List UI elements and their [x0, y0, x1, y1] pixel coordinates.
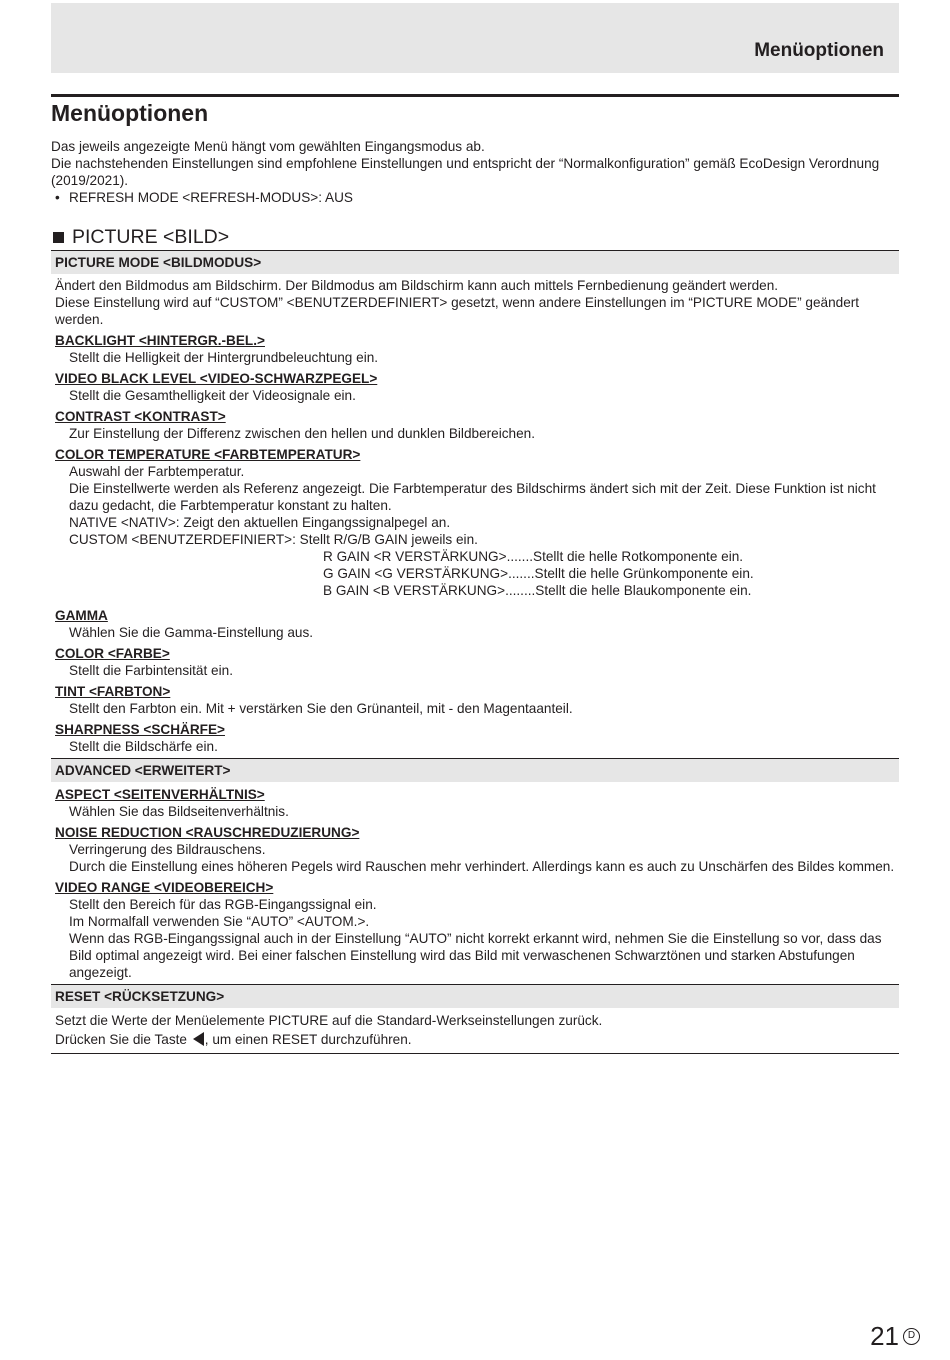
gain-dots: .......: [508, 566, 535, 581]
header-title: Menüoptionen: [754, 40, 884, 61]
left-arrow-icon: [193, 1032, 204, 1046]
item-title: COLOR TEMPERATURE <FARBTEMPERATUR>: [55, 447, 361, 462]
item-line: Stellt die Gesamthelligkeit der Videosignale ein.: [69, 388, 356, 403]
item-line: Stellt die Bildschärfe ein.: [69, 739, 218, 754]
desc-line: Ändert den Bildmodus am Bildschirm. Der Bildmodus am Bildschirm kann auch mittels Fernbedienung geändert werden.: [55, 278, 779, 293]
item-title: ASPECT <SEITENVERHÄLTNIS>: [55, 787, 265, 802]
gain-desc: Stellt die helle Rotkomponente ein.: [533, 549, 744, 564]
item-sharpness: [51, 721, 899, 755]
gain-dots: .......: [506, 549, 533, 564]
picture-mode-desc: [51, 277, 899, 328]
gain-row-r: [323, 548, 899, 565]
item-line: Stellt den Farbton ein. Mit + verstärken Sie den Grünanteil, mit - den Magentaanteil.: [69, 701, 573, 716]
gain-label: R GAIN <R VERSTÄRKUNG>: [323, 549, 507, 564]
item-noise-reduction: [51, 824, 899, 875]
desc-line: Diese Einstellung wird auf “CUSTOM” <BENUTZERDEFINIERT> gesetzt, wenn andere Einstellungen im “PICTURE MODE” geändert werden.: [55, 295, 860, 327]
item-title: VIDEO BLACK LEVEL <VIDEO-SCHWARZPEGEL>: [55, 371, 378, 386]
item-color-temperature: [51, 446, 899, 599]
item-gamma: [51, 607, 899, 641]
bullet-dot-icon: •: [55, 190, 60, 205]
gain-label: G GAIN <G VERSTÄRKUNG>: [323, 566, 509, 581]
square-bullet-icon: [53, 232, 64, 243]
bar-picture-mode: PICTURE MODE <BILDMODUS>: [51, 250, 899, 274]
item-line: Stellt den Bereich für das RGB-Eingangssignal ein.: [69, 897, 377, 912]
bar-reset: RESET <RÜCKSETZUNG>: [51, 984, 899, 1008]
item-title: COLOR <FARBE>: [55, 646, 170, 661]
section-title-text: PICTURE <BILD>: [72, 226, 230, 248]
item-title: GAMMA: [55, 608, 108, 623]
item-line: Auswahl der Farbtemperatur.: [69, 464, 245, 479]
item-contrast: [51, 408, 899, 442]
item-line: Wählen Sie das Bildseitenverhältnis.: [69, 804, 289, 819]
gain-desc: Stellt die helle Blaukomponente ein.: [535, 583, 752, 598]
item-color: [51, 645, 899, 679]
item-aspect: [51, 786, 899, 820]
item-tint: [51, 683, 899, 717]
main-content: [51, 94, 899, 1054]
gain-row-g: [323, 565, 899, 582]
gain-row-b: [323, 582, 899, 599]
item-line: Im Normalfall verwenden Sie “AUTO” <AUTOM.>.: [69, 914, 370, 929]
item-line: NATIVE <NATIV>: Zeigt den aktuellen Eingangssignalpegel an.: [69, 515, 451, 530]
item-line: Zur Einstellung der Differenz zwischen den hellen und dunklen Bildbereichen.: [69, 426, 535, 441]
item-title: VIDEO RANGE <VIDEOBEREICH>: [55, 880, 274, 895]
item-line: Durch die Einstellung eines höheren Pegels wird Rauschen mehr verhindert. Allerdings kann es auch zu Unschärfen des Bildes kommen.: [69, 859, 895, 874]
item-line: Stellt die Helligkeit der Hintergrundbeleuchtung ein.: [69, 350, 379, 365]
gain-desc: Stellt die helle Grünkomponente ein.: [534, 566, 754, 581]
page-header: [51, 3, 899, 73]
bar-advanced: ADVANCED <ERWEITERT>: [51, 758, 899, 782]
item-line: Wählen Sie die Gamma-Einstellung aus.: [69, 625, 314, 640]
item-line: Wenn das RGB-Eingangssignal auch in der Einstellung “AUTO” nicht korrekt erkannt wird, nehmen Sie die Einstellung so vor, dass das Bild optimal angezeigt wird. Bei einer falschen Einstellung wird das Bild mit verwaschenen Schwarztönen und starken Abstufungen angezeigt.: [69, 931, 882, 980]
item-line: Verringerung des Bildrauschens.: [69, 842, 266, 857]
gain-label: B GAIN <B VERSTÄRKUNG>: [323, 583, 506, 598]
page-footer: [870, 1321, 920, 1351]
item-video-range: [51, 879, 899, 981]
reset-line: Setzt die Werte der Menüelemente PICTURE auf die Standard-Werkseinstellungen zurück.: [55, 1013, 603, 1028]
item-video-black-level: [51, 370, 899, 404]
section-title-picture: [51, 225, 899, 250]
intro-line: Die nachstehenden Einstellungen sind empfohlene Einstellungen und entspricht der “Normalkonfiguration” gemäß EcoDesign Verordnung (2019/2021).: [51, 156, 880, 188]
language-badge: D: [903, 1328, 920, 1345]
intro-line: Das jeweils angezeigte Menü hängt vom gewählten Eingangsmodus ab.: [51, 139, 485, 154]
intro: [51, 138, 899, 206]
item-line: Die Einstellwerte werden als Referenz angezeigt. Die Farbtemperatur des Bildschirms ändert sich mit der Zeit. Diese Funktion ist nicht dazu gedacht, die Farbtemperatur konstant zu halten.: [69, 481, 876, 513]
reset-desc: [51, 1012, 899, 1048]
bullet-item: [51, 189, 899, 206]
item-line: CUSTOM <BENUTZERDEFINIERT>: Stellt R/G/B GAIN jeweils ein.: [69, 532, 478, 547]
reset-line-before: Drücken Sie die Taste: [55, 1032, 187, 1047]
gain-dots: ........: [505, 583, 536, 598]
item-title: BACKLIGHT <HINTERGR.-BEL.>: [55, 333, 265, 348]
gain-list: [323, 548, 899, 599]
item-line: Stellt die Farbintensität ein.: [69, 663, 233, 678]
bullet-text: REFRESH MODE <REFRESH-MODUS>: AUS: [69, 190, 354, 205]
page-number: 21: [870, 1321, 899, 1351]
reset-line-after: , um einen RESET durchzuführen.: [204, 1032, 412, 1047]
item-title: SHARPNESS <SCHÄRFE>: [55, 722, 225, 737]
item-title: NOISE REDUCTION <RAUSCHREDUZIERUNG>: [55, 825, 360, 840]
reset-line-2: [55, 1031, 899, 1048]
item-title: CONTRAST <KONTRAST>: [55, 409, 226, 424]
item-backlight: [51, 332, 899, 366]
page-title: Menüoptionen: [51, 94, 899, 127]
item-title: TINT <FARBTON>: [55, 684, 171, 699]
section-end-rule: [51, 1053, 899, 1054]
